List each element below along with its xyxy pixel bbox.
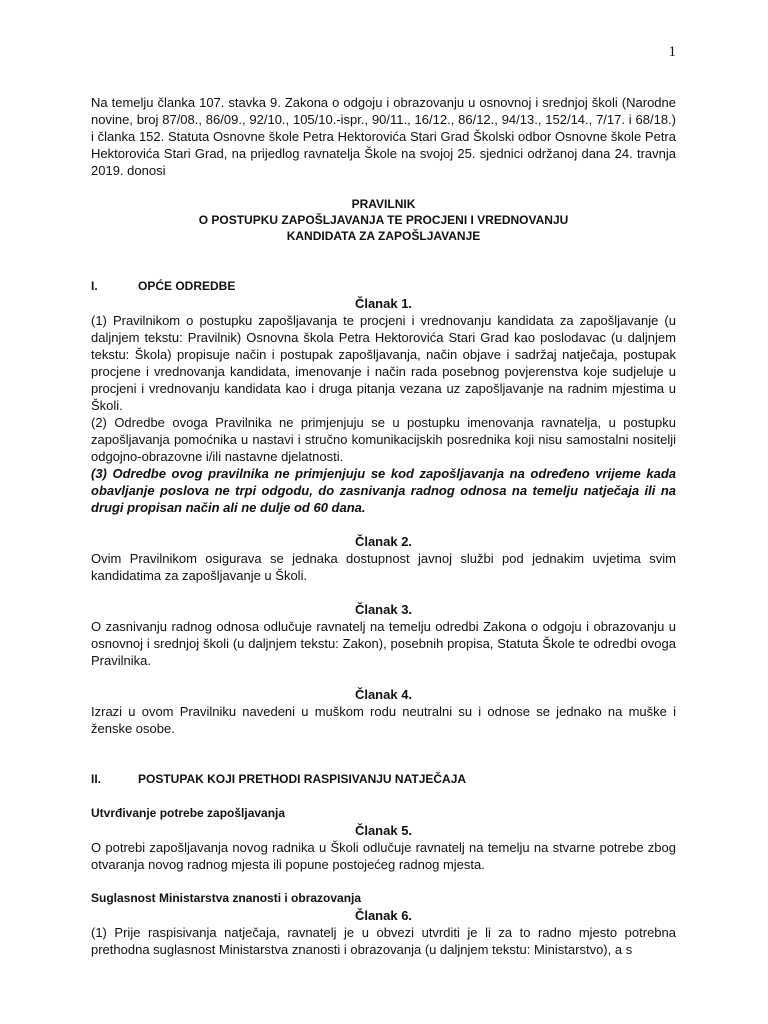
article-paragraph: O potrebi zapošljavanja novog radnika u Školi odlučuje ravnatelj na temelju na stvarne potrebe zbog otvaranja novog radnog mjesta ili popune postojećeg radnog mjesta. xyxy=(91,840,676,872)
article-heading: Članak 1. xyxy=(354,296,413,311)
article-paragraph: (1) Prije raspisivanja natječaja, ravnatelj je u obvezi utvrditi je li za to radno mjesto potrebna prethodna suglasnost Ministarstva znanosti i obrazovanja (u daljnjem tekstu: Ministarstvo), a s xyxy=(91,925,676,957)
document-title xyxy=(91,196,676,244)
article-heading: Članak 5. xyxy=(354,823,413,838)
title-line-3: KANDIDATA ZA ZAPOŠLJAVANJE xyxy=(286,229,481,243)
article-heading: Članak 6. xyxy=(354,908,413,923)
preamble: Na temelju članka 107. stavka 9. Zakona o odgoju i obrazovanju u osnovnoj i srednjoj školi (Narodne novine, broj 87/08., 86/09., 92/10., 105/10.-ispr., 90/11., 16/12., 86/12., 94/13., 152/14., 7/17. i 68/18.) i članka 152. Statuta Osnovne škole Petra Hektorovića Stari Grad Školski odbor Osnovne škole Petra Hektorovića Stari Grad, na prijedlog ravnatelja Škole na svojoj 25. sjednici održanoj dana 24. travnja 2019. donosi xyxy=(91,95,676,178)
article-paragraph: (2) Odredbe ovoga Pravilnika ne primjenjuju se u postupku imenovanja ravnatelja, u postupku zapošljavanja pomoćnika u nastavi i stručno komunikacijskih posrednika koji nisu samostalni nositelji odgojno-obrazovne i/ili nastavne djelatnosti. xyxy=(91,415,676,464)
article-paragraph: O zasnivanju radnog odnosa odlučuje ravnatelj na temelju odredbi Zakona o odgoju i obrazovanju u osnovnoj i srednjoj školi (u daljnjem tekstu: Zakon), posebnih propisa, Statuta Škole te odredbi ovoga Pravilnika. xyxy=(91,619,676,668)
article-paragraph: Izrazi u ovom Pravilniku navedeni u muškom rodu neutralni su i odnose se jednako na muške i ženske osobe. xyxy=(91,704,676,736)
section-number: I. xyxy=(91,279,98,293)
section-title: POSTUPAK KOJI PRETHODI RASPISIVANJU NATJEČAJA xyxy=(138,772,467,786)
article-paragraph: (1) Pravilnikom o postupku zapošljavanja te procjeni i vrednovanju kandidata za zapošljavanje (u daljnjem tekstu: Pravilnik) Osnovna škola Petra Hektorovića Stari Grad kao poslodavac (u daljnjem tekstu: Škola) propisuje način i postupak zapošljavanja, način objave i sadržaj natječaja, postupak procjene i vrednovanja kandidata, imenovanje i način rada posebnog povjerenstva koje sudjeluje u procjeni i vrednovanju kandidata kao i druga pitanja vezana uz zapošljavanje na radnim mjestima u Školi. xyxy=(91,313,676,413)
section-number: II. xyxy=(91,772,102,786)
subheading: Utvrđivanje potrebe zapošljavanja xyxy=(91,806,286,820)
title-line-1: PRAVILNIK xyxy=(351,197,416,211)
article-paragraph-emphasis: (3) Odredbe ovog pravilnika ne primjenjuju se kod zapošljavanja na određeno vrijeme kada obavljanje poslova ne trpi odgodu, do zasnivanja radnog odnosa na temelju natječaja ili na drugi propisan način ali ne dulje od 60 dana. xyxy=(91,466,676,515)
document-body xyxy=(91,94,676,958)
section-heading-2 xyxy=(91,771,676,788)
article-paragraph: Ovim Pravilnikom osigurava se jednaka dostupnost javnoj službi pod jednakim uvjetima svim kandidatima za zapošljavanje u Školi. xyxy=(91,551,676,583)
page-number: 1 xyxy=(668,44,676,60)
title-line-2: O POSTUPKU ZAPOŠLJAVANJA TE PROCJENI I VREDNOVANJU xyxy=(198,213,569,227)
section-title: OPĆE ODREDBE xyxy=(138,279,236,293)
article-heading: Članak 3. xyxy=(354,602,413,617)
article-heading: Članak 2. xyxy=(354,534,413,549)
section-heading-1 xyxy=(91,278,676,295)
article-heading: Članak 4. xyxy=(354,687,413,702)
subheading: Suglasnost Ministarstva znanosti i obrazovanja xyxy=(91,891,362,905)
